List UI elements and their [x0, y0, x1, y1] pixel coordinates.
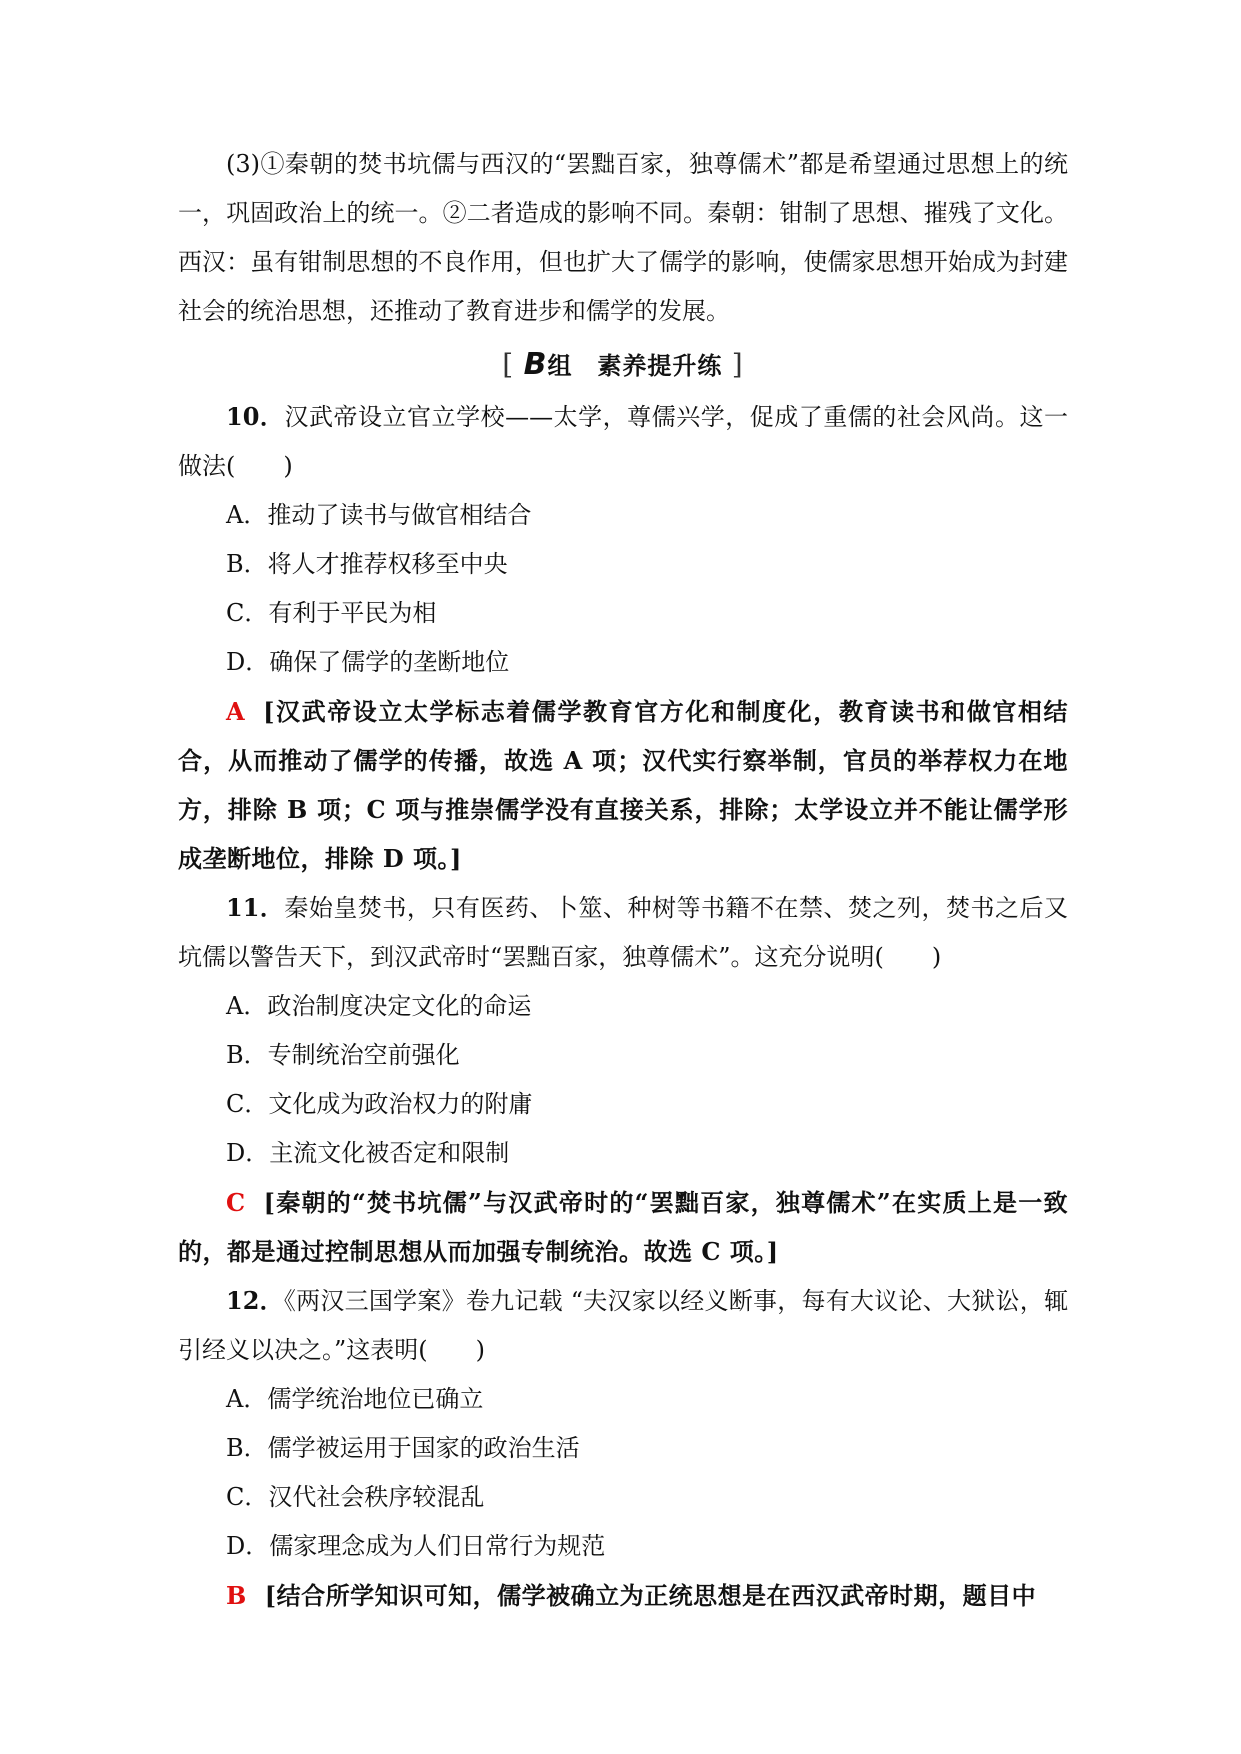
question-stem	[178, 392, 1068, 491]
option-a: A．推动了读书与做官相结合	[226, 501, 532, 529]
question-stem	[178, 1276, 1068, 1375]
question-stem	[178, 883, 1068, 982]
option-c: C．文化成为政治权力的附庸	[226, 1090, 533, 1118]
answer-explanation	[178, 1178, 1068, 1276]
option-c: C．汉代社会秩序较混乱	[226, 1483, 485, 1511]
explanation-text: [汉武帝设立太学标志着儒学教育官方化和制度化，教育读书和做官相结合，从而推动了儒学的传播，故选 A 项；汉代实行察举制，官员的举荐权力在地方，排除 B 项；C 项与推崇儒学没有直接关系，排除；太学设立并不能让儒学形成垄断地位，排除 D 项。]	[178, 697, 1068, 873]
question-10	[178, 392, 1068, 883]
question-number: 10．	[226, 402, 285, 431]
question-11	[178, 883, 1068, 1276]
option-c: C．有利于平民为相	[226, 599, 437, 627]
question-number: 12．	[226, 1286, 284, 1315]
answer-explanation	[178, 1571, 1068, 1620]
option-b: B．专制统治空前强化	[226, 1041, 460, 1069]
section-heading	[178, 340, 1068, 390]
option-d: D．确保了儒学的垄断地位	[226, 648, 510, 676]
question-text: 《两汉三国学案》卷九记载 “夫汉家以经义断事，每有大议论、大狱讼，辄引经义以决之。”这表明( )	[178, 1287, 1068, 1364]
section-open-bracket: [	[502, 348, 515, 381]
explanation-text: [秦朝的“焚书坑儒”与汉武帝时的“罢黜百家，独尊儒术”在实质上是一致的，都是通过控制思想从而加强专制统治。故选 C 项。]	[178, 1188, 1068, 1266]
question-text: 秦始皇焚书，只有医药、卜筮、种树等书籍不在禁、焚之列，焚书之后又坑儒以警告天下，到汉武帝时“罢黜百家，独尊儒术”。这充分说明( )	[178, 894, 1068, 971]
section-group-letter: B	[523, 347, 548, 382]
question-12	[178, 1276, 1068, 1620]
answer-explanation	[178, 687, 1068, 883]
explanation-text: [结合所学知识可知，儒学被确立为正统思想是在西汉武帝时期，题目中	[264, 1581, 1037, 1610]
intro-paragraph: (3)①秦朝的焚书坑儒与西汉的“罢黜百家，独尊儒术”都是希望通过思想上的统一，巩固政治上的统一。②二者造成的影响不同。秦朝：钳制了思想、摧残了文化。西汉：虽有钳制思想的不良作用，但也扩大了儒学的影响，使儒家思想开始成为封建社会的统治思想，还推动了教育进步和儒学的发展。	[178, 150, 1068, 325]
section-title: 组 素养提升练	[547, 351, 723, 380]
option-d: D．儒家理念成为人们日常行为规范	[226, 1532, 606, 1560]
question-number: 11．	[226, 893, 285, 922]
option-b: B．儒学被运用于国家的政治生活	[226, 1434, 580, 1462]
document-page	[178, 140, 1068, 1620]
answer-key: A	[226, 697, 246, 726]
section-close-bracket: ]	[731, 348, 744, 381]
option-a: A．儒学统治地位已确立	[226, 1385, 484, 1413]
question-text: 汉武帝设立官立学校——太学，尊儒兴学，促成了重儒的社会风尚。这一做法( )	[178, 403, 1068, 480]
answer-key: C	[226, 1188, 246, 1217]
answer-key: B	[226, 1581, 247, 1610]
option-b: B．将人才推荐权移至中央	[226, 550, 508, 578]
option-a: A．政治制度决定文化的命运	[226, 992, 532, 1020]
option-d: D．主流文化被否定和限制	[226, 1139, 510, 1167]
